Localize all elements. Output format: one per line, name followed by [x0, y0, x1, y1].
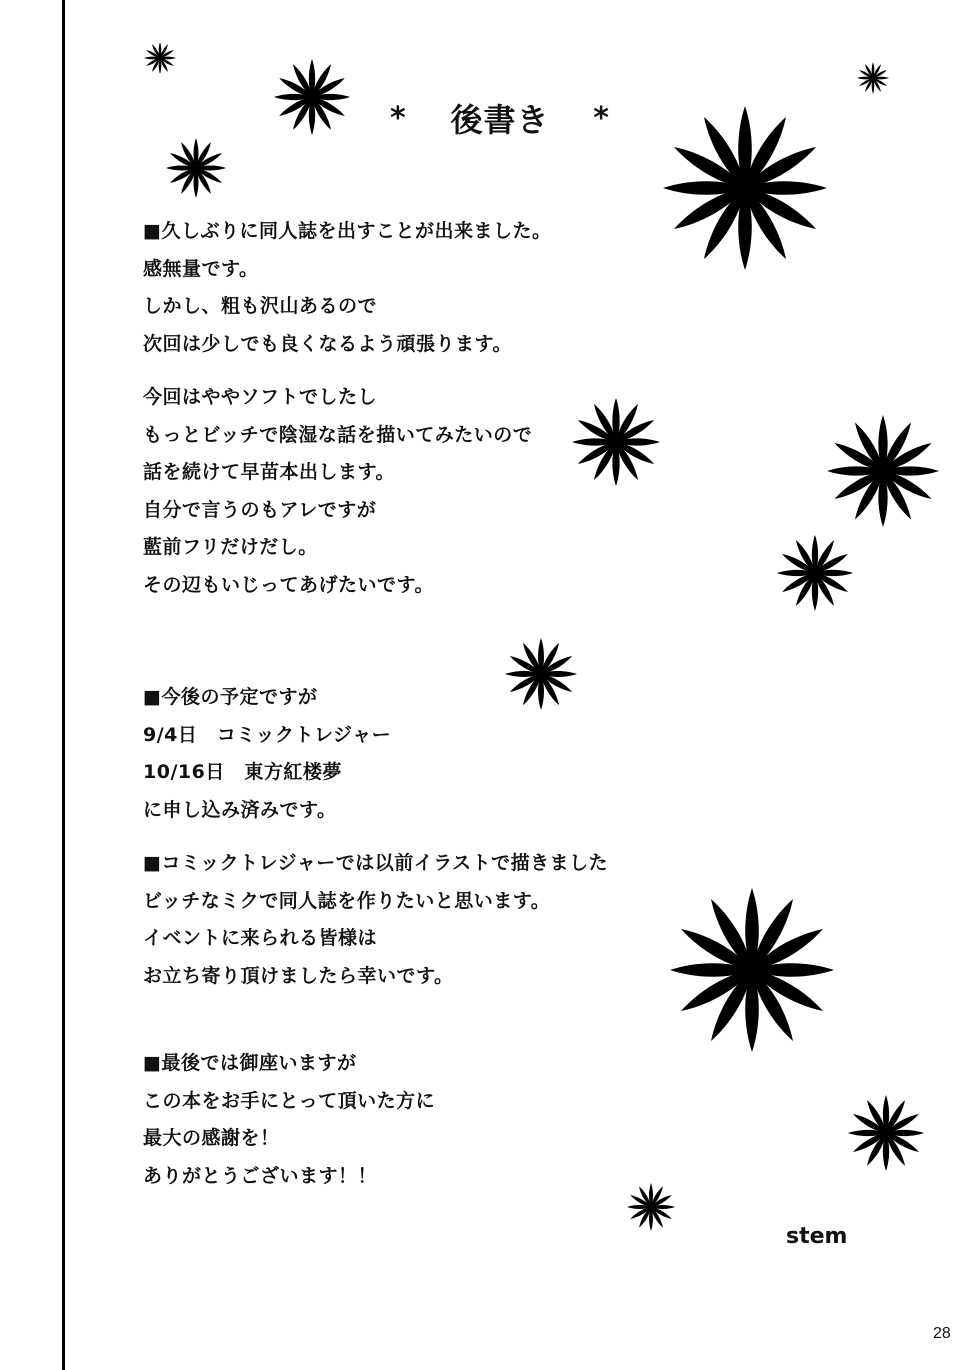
text-line: しかし、粗も沢山あるので [143, 295, 378, 317]
text-line: この本をお手にとって頂いた方に [143, 1089, 436, 1112]
text-line: 10/16日 東方紅楼夢 [143, 761, 342, 783]
text-line: 自分で言うのもアレですが [143, 498, 377, 521]
text-line: ■最後では御座いますが [143, 1052, 357, 1074]
title-star-left: * [390, 100, 407, 136]
text-line: ■コミックトレジャーでは以前イラストで描きました [143, 852, 609, 874]
author-signature: stem [786, 1224, 848, 1249]
page-title [390, 96, 610, 140]
text-line: 最大の感謝を！ [143, 1127, 280, 1149]
section-schedule [143, 679, 391, 829]
title-star-right: * [593, 100, 610, 136]
text-line: イベントに来られる皆様は [143, 927, 378, 949]
flower-icon [777, 535, 853, 611]
text-line: ビッチなミクで同人誌を作りたいと思います。 [143, 889, 551, 912]
flower-icon [670, 888, 834, 1052]
flower-icon [857, 62, 889, 94]
flower-icon [166, 138, 226, 198]
text-line: ■今後の予定ですが [143, 686, 318, 708]
text-line: 感無量です。 [143, 257, 259, 280]
text-line: ■久しぶりに同人誌を出すことが出来ました。 [143, 220, 552, 242]
page-number: 28 [933, 1325, 951, 1342]
flower-icon [627, 1183, 675, 1231]
text-line: 藍前フリだけだし。 [143, 536, 318, 558]
text-line: お立ち寄り頂けましたら幸いです。 [143, 964, 454, 987]
title-text: 後書き [450, 101, 550, 139]
section-event-info [143, 845, 608, 995]
text-line: 話を続けて早苗本出します。 [143, 461, 395, 483]
text-line: 今回はややソフトでしたし [143, 386, 378, 408]
flower-icon [572, 398, 660, 486]
page-left-border [62, 0, 65, 1370]
flower-icon [274, 59, 350, 135]
flower-icon [663, 106, 827, 270]
text-line: ありがとうございます！！ [143, 1164, 378, 1187]
section-greeting [143, 213, 551, 363]
text-line: その辺もいじってあげたいです。 [143, 573, 434, 596]
text-line: もっとビッチで陰湿な話を描いてみたいので [143, 423, 533, 446]
section-thanks [143, 1045, 435, 1195]
flower-icon [505, 638, 577, 710]
section-next-plans [143, 379, 532, 604]
text-line: に申し込み済みです。 [143, 798, 337, 821]
flower-icon [848, 1095, 924, 1171]
flower-icon [144, 42, 176, 74]
text-line: 9/4日 コミックトレジャー [143, 723, 392, 746]
text-line: 次回は少しでも良くなるよう頑張ります。 [143, 332, 512, 355]
flower-icon [827, 415, 939, 527]
